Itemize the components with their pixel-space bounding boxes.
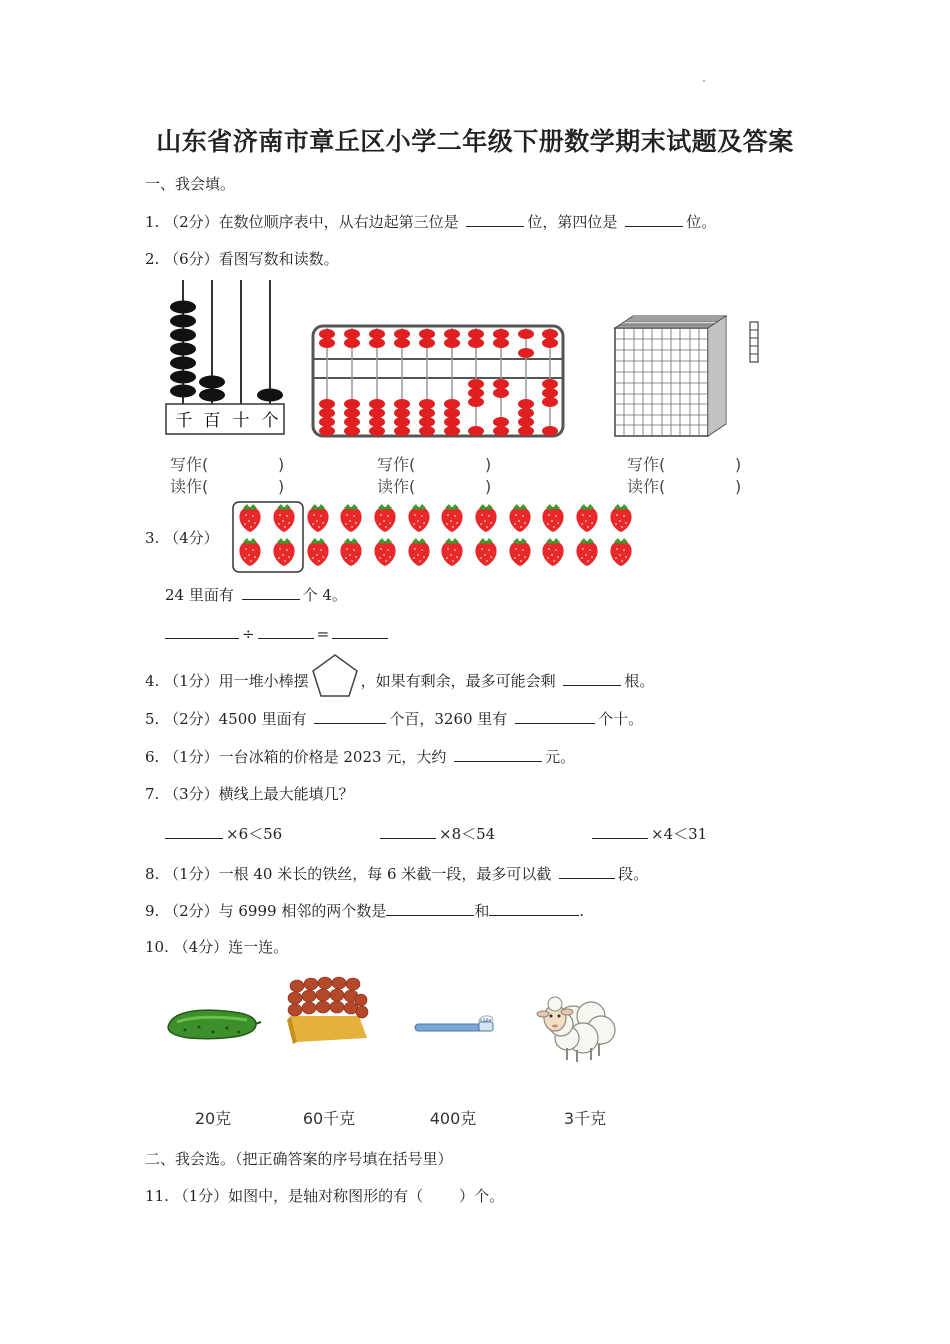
q7-blank-3[interactable] — [592, 822, 648, 839]
q7-blank-2[interactable] — [380, 822, 436, 839]
strawberry-grid — [239, 504, 631, 566]
weight-label-4: 3千克 — [563, 1109, 607, 1128]
question-2: 2. （6分）看图写数和读数。 — [145, 250, 339, 268]
question-5 — [145, 707, 643, 730]
q5-blank-2[interactable] — [515, 707, 595, 724]
question-6 — [145, 745, 575, 768]
q3-line-2 — [165, 622, 391, 645]
fig2-write-close: ) — [485, 455, 492, 474]
q1-text-end: 位。 — [686, 213, 717, 231]
equals-sign: = — [316, 625, 330, 643]
q9-text-end: . — [579, 902, 585, 920]
egg-tray-icon — [287, 977, 368, 1044]
q9-text: 9. （2分）与 6999 相邻的两个数是 — [145, 902, 387, 920]
divide-sign: ÷ — [242, 625, 255, 643]
fig3-read-close: ) — [735, 477, 742, 496]
q1-blank-1[interactable] — [466, 210, 524, 227]
strawberry-figure — [230, 500, 640, 576]
q6-blank[interactable] — [454, 745, 542, 762]
sheep-icon — [537, 997, 615, 1062]
q11-text: 11. （1分）如图中，是轴对称图形的有（ — [145, 1187, 424, 1205]
q4-blank[interactable] — [563, 669, 621, 686]
q6-text: 6. （1分）一台冰箱的价格是 2023 元，大约 — [145, 748, 447, 766]
q7-item-2-text: ×8＜54 — [439, 825, 496, 843]
q11-answer-slot[interactable] — [426, 1185, 456, 1201]
question-8 — [145, 862, 648, 885]
section-2-heading: 二、我会选。（把正确答案的序号填在括号里） — [145, 1150, 453, 1168]
q7-item-1 — [165, 822, 282, 845]
scan-dot — [703, 80, 705, 82]
question-1 — [145, 210, 716, 233]
q3-quotient-blank[interactable] — [332, 622, 388, 639]
q5-text-mid: 个百，3260 里有 — [389, 710, 508, 728]
fig1-write-label: 写作( — [170, 455, 209, 474]
q9-blank-2[interactable] — [489, 899, 579, 916]
page-title: 山东省济南市章丘区小学二年级下册数学期末试题及答案 — [156, 127, 794, 156]
fig2-read-close: ) — [485, 477, 492, 496]
q3-blank-1[interactable] — [242, 583, 300, 600]
q1-text-mid: 位，第四位是 — [527, 213, 618, 231]
q4-text: 4. （1分）用一堆小棒摆 — [145, 672, 309, 690]
place-label-ones: 个 — [261, 411, 279, 431]
q8-blank[interactable] — [559, 862, 615, 879]
q3-line1-text: 24 里面有 — [165, 586, 234, 604]
q6-text-end: 元。 — [545, 748, 576, 766]
q7-blank-1[interactable] — [165, 822, 223, 839]
question-7: 7. （3分）横线上最大能填几？ — [145, 785, 354, 803]
question-9 — [145, 899, 584, 922]
section-1-heading: 一、我会填。 — [145, 175, 236, 193]
q7-item-1-text: ×6＜56 — [226, 825, 283, 843]
weight-label-3: 400克 — [429, 1109, 477, 1128]
place-label-thousands: 千 — [175, 411, 193, 431]
fig1-read-label: 读作( — [170, 477, 209, 496]
q3-dividend-blank[interactable] — [165, 622, 239, 639]
toothbrush-icon — [415, 1016, 493, 1031]
fig3-write-label: 写作( — [627, 455, 666, 474]
fig2-read-label: 读作( — [377, 477, 416, 496]
weight-label-1: 20克 — [194, 1109, 232, 1128]
q5-text-end: 个十。 — [598, 710, 644, 728]
q7-item-3-text: ×4＜31 — [651, 825, 708, 843]
fig3-write-close: ) — [735, 455, 742, 474]
fig2-write-label: 写作( — [377, 455, 416, 474]
q3-line1-end: 个 4。 — [302, 586, 347, 604]
q9-blank-1[interactable] — [386, 899, 474, 916]
q3-line-1 — [165, 583, 347, 606]
q11-text-end: ）个。 — [459, 1187, 505, 1205]
q3-divisor-blank[interactable] — [258, 622, 314, 639]
q5-text: 5. （2分）4500 里面有 — [145, 710, 307, 728]
q2-figures — [160, 278, 770, 500]
place-label-hundreds: 百 — [203, 411, 221, 431]
pentagon-icon — [309, 651, 361, 699]
abacus — [313, 326, 563, 436]
thousand-cube — [615, 316, 758, 436]
fig3-read-label: 读作( — [627, 477, 666, 496]
q4-text-mid: ，如果有剩余，最多可能会剩 — [360, 672, 556, 690]
q8-text: 8. （1分）一根 40 米长的铁丝，每 6 米截一段，最多可以截 — [145, 865, 552, 883]
counting-frame — [166, 280, 284, 434]
question-4 — [145, 665, 654, 699]
q7-item-3 — [592, 822, 707, 845]
question-3-label: 3. （4分） — [145, 529, 219, 547]
cucumber-icon — [168, 1010, 261, 1039]
place-label-tens: 十 — [232, 411, 250, 431]
weight-label-2: 60千克 — [302, 1109, 356, 1128]
q4-text-end: 根。 — [624, 672, 655, 690]
fig1-write-close: ) — [278, 455, 285, 474]
q9-text-mid: 和 — [474, 902, 490, 920]
q8-text-end: 段。 — [618, 865, 649, 883]
question-11 — [145, 1185, 504, 1207]
q7-item-2 — [380, 822, 495, 845]
q5-blank-1[interactable] — [314, 707, 386, 724]
q1-blank-2[interactable] — [625, 210, 683, 227]
fig1-read-close: ) — [278, 477, 285, 496]
q1-text: 1. （2分）在数位顺序表中，从右边起第三位是 — [145, 213, 459, 231]
question-10: 10. （4分）连一连。 — [145, 938, 289, 956]
q10-matching-figure — [163, 972, 623, 1130]
